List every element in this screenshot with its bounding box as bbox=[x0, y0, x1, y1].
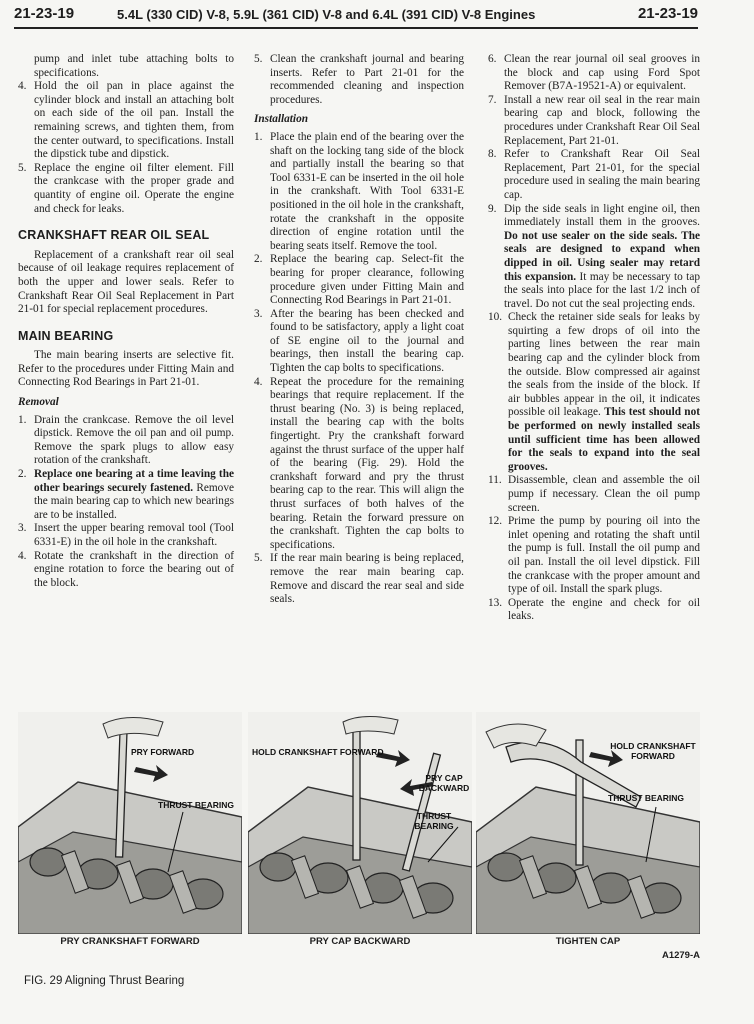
install-step-2-text: Replace the bearing cap. Select-fit the bearing for proper clearance, following procedure given under Fitting Main and Connecting Rod Bearings in Part 21-01. bbox=[270, 253, 464, 307]
step-5: 5. Replace the engine oil filter element. Fill the crankcase with the proper grade and quantity of engine oil. Operate the engine and check for leaks. bbox=[18, 161, 234, 215]
removal-step-4: 4. Rotate the crankshaft in the direction of engine rotation to force the bearing out of the block. bbox=[18, 549, 234, 589]
install-step-5-text: If the rear main bearing is being replaced, remove the rear main bearing cap. Remove and discard the rear seal and side seals. bbox=[270, 552, 464, 606]
install-step-10: 10. Check the retainer side seals for leaks by squirting a few drops of oil into the parting lines between the rear main bearing cap and the cylinder block from the outside. Blow compressed air against the seals from the inside of the block. If air bubbles appear in the oil, it indicates possible oil leakage. This test should not be performed on newly installed seals until sufficient time has been allowed for the seals to expand into the seal grooves. bbox=[488, 311, 700, 473]
figure-panel-tighten-cap bbox=[476, 712, 700, 934]
section-heading-main-bearing: MAIN BEARING bbox=[18, 328, 114, 343]
install-step-12-text: Prime the pump by pouring oil into the inlet opening and rotating the shaft until the pump is full. Install the oil pump and oil pan. Install the oil level dipstick. Fill the crankcase with the proper amount and type of oil. Install the spark plugs. bbox=[508, 515, 700, 596]
install-step-6: 6. Clean the rear journal oil seal grooves in the block and cap using Ford Spot Remover (B7A-19521-A) or equivalent. bbox=[488, 53, 700, 93]
art-code: A1279-A bbox=[661, 950, 700, 961]
figure-panel-pry-crankshaft bbox=[18, 712, 242, 934]
install-step-9-text: Dip the side seals in light engine oil, then immediately install them in the grooves. bbox=[504, 202, 700, 229]
page-number-right: 21-23-19 bbox=[637, 5, 698, 22]
removal-step-1-text: Drain the crankcase. Remove the oil level dipstick. Remove the oil pan and oil pump. Remove the spark plugs to allow easy rotation of the crankshaft. bbox=[34, 413, 234, 467]
step-4: 4. Hold the oil pan in place against the cylinder block and install an attaching bolt on each side of the oil pan. Install the remaining screws, and tighten them, from the center outward, to specifications. Install the dipstick tube and dipstick. bbox=[18, 80, 234, 161]
installation-heading: Installation bbox=[254, 113, 308, 126]
label-hold-crankshaft-forward-2: HOLD CRANKSHAFT FORWARD bbox=[610, 741, 696, 761]
rear-oil-seal-text: Replacement of a crankshaft rear oil seal because of oil leakage requires replacement of both the upper and lower seals. Refer to Crankshaft Rear Oil Seal Replacement in Part 21-01 for special replacement procedures. bbox=[18, 248, 234, 316]
panel-caption-pry-cap: PRY CAP BACKWARD bbox=[309, 936, 411, 947]
main-bearing-text: The main bearing inserts are selective fit. Refer to the procedures under Fitting Main and Connecting Rod Bearings in Part 21-01. bbox=[18, 349, 234, 389]
install-step-1-text: Place the plain end of the bearing over the shaft on the locking tang side of the block and partially install the bearing so that Tool 6331-E can be inserted in the oil hole in the crankshaft. With Tool 6331-E positioned in the oil hole in the crankshaft, rotate the crankshaft in the opposite direction of engine rotation until the bearing seats itself. Remove the tool. bbox=[270, 130, 464, 252]
label-pry-cap-backward: PRY CAP BACKWARD bbox=[418, 773, 470, 793]
install-step-2: 2. Replace the bearing cap. Select-fit the bearing for proper clearance, following procedure given under Fitting Main and Connecting Rod Bearings in Part 21-01. bbox=[254, 253, 464, 307]
install-step-9: 9. Dip the side seals in light engine oil, then immediately install them in the grooves. Do not use sealer on the side seals. The seals are designed to expand when dipped in oil. Using sealer may retard this expansion. It may be necessary to tap the seals into place for the last 1/2 inch of travel. Do not cut the seal projecting ends. bbox=[488, 202, 700, 310]
column-right bbox=[488, 53, 700, 624]
removal-step-1: 1. Drain the crankcase. Remove the oil level dipstick. Remove the oil pan and oil pump. Remove the spark plugs to allow easy rotation of the crankshaft. bbox=[18, 413, 234, 467]
continued-text: pump and inlet tube attaching bolts to specifications. bbox=[34, 53, 234, 79]
install-step-7: 7. Install a new rear oil seal in the rear main bearing cap and block, following the procedures under Crankshaft Rear Oil Seal Replacement, Part 21-01. bbox=[488, 93, 700, 147]
figure-29 bbox=[18, 712, 700, 962]
install-step-10-bold: This test should not be performed on newly installed seals until sufficient time has been allowed for the seals to expand into the seal grooves. bbox=[508, 406, 700, 473]
install-step-4-text: Repeat the procedure for the remaining bearings that require replacement. If the thrust bearing (No. 3) is being replaced, install the bearing cap with the bolts fingertight. Pry the crankshaft forward against the thrust surface of the upper half of the bearing (Fig. 29). Hold the crankshaft forward and pry the thrust bearing cap to the rear. This will align the thrust surfaces of both halves of the bearing. Retain the forward pressure on the crankshaft. Tighten the cap bolts to specifications. bbox=[270, 375, 464, 551]
panel-caption-pry-crankshaft: PRY CRANKSHAFT FORWARD bbox=[60, 936, 200, 947]
install-step-8: 8. Refer to Crankshaft Rear Oil Seal Replacement, Part 21-01, for the special procedure used in sealing the main bearing cap. bbox=[488, 148, 700, 201]
figure-caption: FIG. 29 Aligning Thrust Bearing bbox=[24, 975, 185, 987]
page-number-left: 21-23-19 bbox=[14, 5, 75, 22]
install-step-7-text: Install a new rear oil seal in the rear main bearing cap and block, following the procedures under Crankshaft Rear Oil Seal Replacement, Part 21-01. bbox=[504, 93, 700, 147]
install-step-13-text: Operate the engine and check for oil leaks. bbox=[508, 596, 700, 623]
step-4-text: Hold the oil pan in place against the cylinder block and install an attaching bolt on each side of the oil pan. Install the remaining screws, and tighten them, from the center outward, to specifications. Install the dipstick tube and dipstick. bbox=[34, 80, 234, 161]
install-step-6-text: Clean the rear journal oil seal grooves in the block and cap using Ford Spot Remover (B7A-19521-A) or equivalent. bbox=[504, 53, 700, 93]
step-5-text: Replace the engine oil filter element. Fill the crankcase with the proper grade and quantity of engine oil. Operate the engine and check for leaks. bbox=[34, 161, 234, 215]
install-step-9-bold: Do not use sealer on the side seals. The seals are designed to expand when dipped in oil. Using sealer may retard this expansion. bbox=[504, 229, 700, 283]
panel-caption-tighten-cap: TIGHTEN CAP bbox=[555, 936, 621, 947]
install-step-11-text: Disassemble, clean and assemble the oil pump if necessary. Clean the oil pump screen. bbox=[508, 474, 700, 514]
removal-step-4-text: Rotate the crankshaft in the direction of engine rotation to force the bearing out of the block. bbox=[34, 549, 234, 589]
install-step-11: 11. Disassemble, clean and assemble the oil pump if necessary. Clean the oil pump screen. bbox=[488, 474, 700, 514]
removal-step-3: 3. Insert the upper bearing removal tool (Tool 6331-E) in the oil hole in the crankshaft. bbox=[18, 522, 234, 548]
label-thrust-bearing-2: THRUST BEARING bbox=[414, 811, 454, 831]
install-step-8-text: Refer to Crankshaft Rear Oil Seal Replacement, Part 21-01, for the special procedure used in sealing the main bearing cap. bbox=[504, 148, 700, 201]
removal-step-2-bold: Replace one bearing at a time leaving the other bearings securely fastened. bbox=[34, 468, 234, 494]
install-step-10-text: Check the retainer side seals for leaks by squirting a few drops of oil into the parting lines between the rear main bearing cap and the cylinder block from the outside. Blow compressed air against the seals from the inside of the block. If air bubbles appear in the oil, it indicates possible oil leakage. bbox=[508, 311, 700, 419]
install-step-1: 1. Place the plain end of the bearing over the shaft on the locking tang side of the block and partially install the bearing so that Tool 6331-E can be inserted in the oil hole in the crankshaft. With Tool 6331-E positioned in the oil hole in the crankshaft, rotate the crankshaft in the opposite direction of engine rotation until the bearing seats itself. Remove the tool. bbox=[254, 130, 464, 252]
install-step-9-rest: It may be necessary to tap the seals into place for the last 1/2 inch of travel. Do not cut the seal projecting ends. bbox=[504, 270, 700, 310]
engine-block-illustration-1 bbox=[18, 712, 242, 934]
removal-step-5: 5. Clean the crankshaft journal and bearing inserts. Refer to Part 21-01 for the recommended cleaning and inspection procedures. bbox=[254, 53, 464, 106]
removal-step-3-text: Insert the upper bearing removal tool (Tool 6331-E) in the oil hole in the crankshaft. bbox=[34, 522, 234, 548]
page-header bbox=[14, 3, 698, 29]
label-thrust-bearing-1: THRUST BEARING bbox=[158, 800, 235, 810]
install-step-5: 5. If the rear main bearing is being replaced, remove the rear main bearing cap. Remove and discard the rear seal and side seals. bbox=[254, 552, 464, 606]
label-pry-forward: PRY FORWARD bbox=[131, 747, 195, 757]
removal-heading: Removal bbox=[18, 396, 59, 409]
section-heading-rear-oil-seal: CRANKSHAFT REAR OIL SEAL bbox=[18, 228, 210, 243]
install-step-4: 4. Repeat the procedure for the remaining bearings that require replacement. If the thrust bearing (No. 3) is being replaced, install the bearing cap with the bolts fingertight. Pry the crankshaft forward against the thrust surface of the upper half of the bearing (Fig. 29). Hold the crankshaft forward and pry the thrust bearing cap to the rear. This will align the thrust surfaces of both halves of the bearing. Retain the forward pressure on the crankshaft. Tighten the cap bolts to specifications. bbox=[254, 375, 464, 551]
label-hold-crankshaft-forward-1: HOLD CRANKSHAFT FORWARD bbox=[252, 747, 384, 757]
install-step-12: 12. Prime the pump by pouring oil into the inlet opening and rotating the shaft until the pump is full. Install the oil pump and oil pan. Install the oil level dipstick. Fill the crankcase with the proper amount and type of oil. Install the spark plugs. bbox=[488, 515, 700, 596]
install-step-3-text: After the bearing has been checked and found to be satisfactory, apply a light coat of SE engine oil to the journal and bearings, then install the bearing cap. Tighten the cap bolts to specifications. bbox=[270, 307, 464, 375]
install-step-13: 13. Operate the engine and check for oil leaks. bbox=[488, 596, 700, 623]
column-middle bbox=[254, 53, 464, 607]
label-thrust-bearing-3: THRUST BEARING bbox=[608, 793, 685, 803]
page-title: 5.4L (330 CID) V-8, 5.9L (361 CID) V-8 and 6.4L (391 CID) V-8 Engines bbox=[117, 7, 536, 22]
removal-step-2: 2. Replace one bearing at a time leaving the other bearings securely fastened. Remove the main bearing cap to which new bearings are to be installed. bbox=[18, 468, 234, 521]
column-left bbox=[18, 53, 234, 590]
install-step-3: 3. After the bearing has been checked and found to be satisfactory, apply a light coat of SE engine oil to the journal and bearings, then install the bearing cap. Tighten the cap bolts to specifications. bbox=[254, 307, 464, 375]
figure-panel-pry-cap bbox=[248, 712, 472, 934]
removal-step-2-text: Remove the main bearing cap to which new bearings are to be installed. bbox=[34, 481, 234, 521]
removal-step-5-text: Clean the crankshaft journal and bearing inserts. Refer to Part 21-01 for the recommended cleaning and inspection procedures. bbox=[270, 53, 464, 106]
